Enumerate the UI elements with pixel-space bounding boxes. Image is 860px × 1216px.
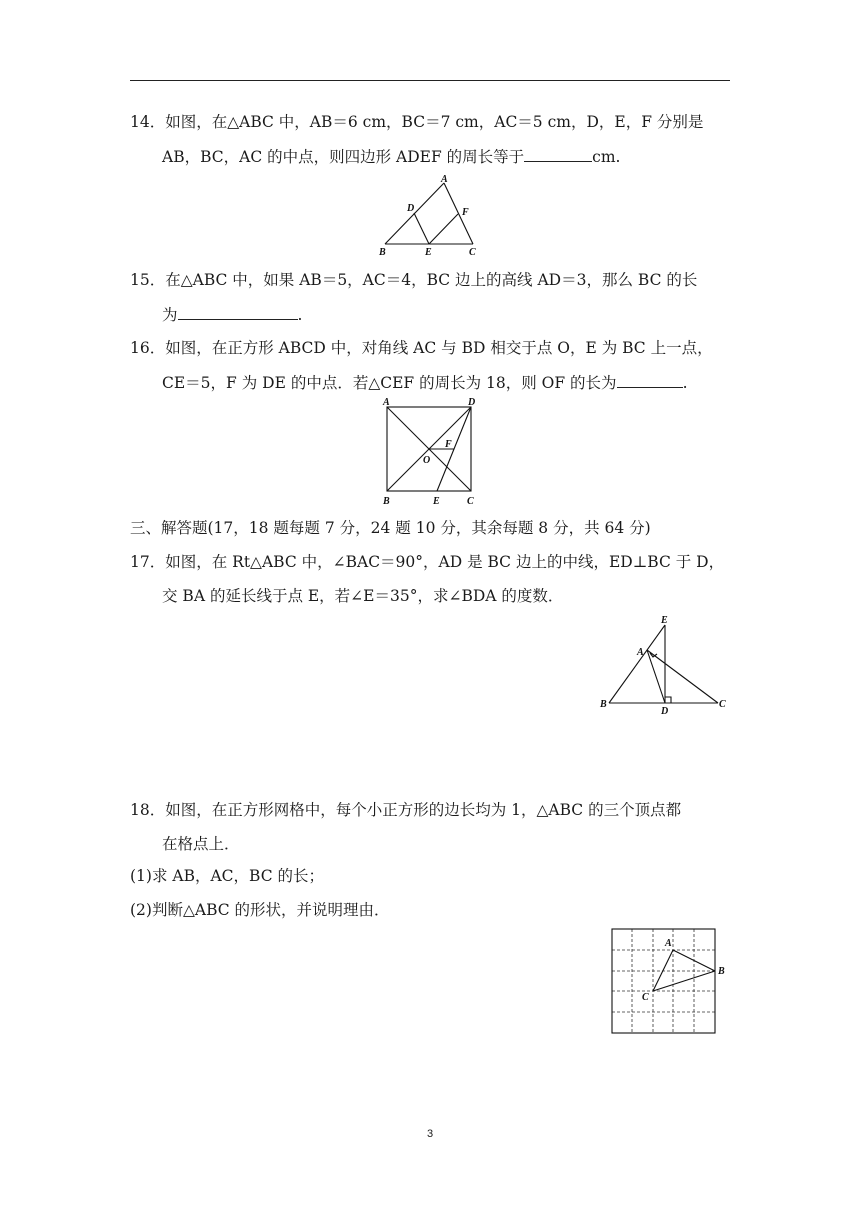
q17-segment-ad	[647, 650, 665, 703]
q14-line2	[162, 146, 620, 167]
section-3-heading: 三、解答题(17，18 题每题 7 分，24 题 10 分，其余每题 8 分，共 64 分)	[130, 519, 651, 537]
q18-line2: 在格点上．	[162, 835, 240, 853]
q18-part2: (2)判断△ABC 的形状，并说明理由．	[130, 901, 390, 919]
header-rule	[130, 80, 730, 81]
q16-label-o: O	[423, 455, 431, 466]
q17-label-e: E	[661, 615, 668, 626]
q16-figure	[378, 396, 483, 511]
q14-label-b: B	[379, 247, 386, 258]
q18-label-a: A	[665, 938, 672, 949]
q14-label-d: D	[407, 203, 415, 214]
q16-label-a: A	[383, 397, 390, 408]
q14-answer-blank	[524, 146, 592, 162]
q16-line2	[162, 372, 688, 393]
q17-edge-ac	[647, 650, 718, 703]
q16-answer-blank	[617, 372, 683, 388]
q15-line2-text: 为	[162, 306, 178, 324]
q14-label-c: C	[469, 247, 476, 258]
q14-label-e: E	[425, 247, 432, 258]
q14-label-f: F	[462, 207, 469, 218]
q18-edge-ac	[653, 950, 673, 991]
q15-period: .	[297, 306, 303, 324]
q14-line1: 14．如图，在△ABC 中，AB＝6 cm，BC＝7 cm，AC＝5 cm，D，E，F 分别是	[130, 113, 704, 131]
q14-edge-de	[414, 213, 429, 244]
q17-line2: 交 BA 的延长线于点 E，若∠E＝35°，求∠BDA 的度数．	[162, 587, 564, 605]
q14-edge-ef	[429, 214, 458, 244]
q14-line2-text: AB，BC，AC 的中点，则四边形 ADEF 的周长等于	[162, 148, 525, 166]
q18-grid-lines	[612, 929, 715, 1033]
q16-label-f: F	[445, 439, 452, 450]
q14-label-a: A	[441, 174, 448, 185]
q16-label-b: B	[383, 496, 390, 507]
q18-edge-ab	[673, 950, 715, 971]
q17-figure	[595, 612, 735, 722]
q18-line1: 18．如图，在正方形网格中，每个小正方形的边长均为 1，△ABC 的三个顶点都	[130, 801, 682, 819]
q17-label-d: D	[661, 706, 669, 717]
q16-line2-text: CE＝5，F 为 DE 的中点．若△CEF 的周长为 18，则 OF 的长为	[162, 374, 617, 392]
q18-part1: (1)求 AB，AC，BC 的长；	[130, 867, 324, 885]
page-number: 3	[426, 1128, 434, 1140]
q16-line1: 16．如图，在正方形 ABCD 中，对角线 AC 与 BD 相交于点 O，E 为 BC 上一点，	[130, 339, 713, 357]
q18-label-b: B	[718, 966, 725, 977]
q17-label-c: C	[719, 699, 726, 710]
q18-figure	[605, 924, 735, 1039]
q18-edge-bc	[653, 971, 715, 991]
q16-period: .	[682, 374, 688, 392]
q17-right-angle-d	[665, 697, 671, 703]
q16-label-e: E	[433, 496, 440, 507]
q17-label-b: B	[600, 699, 607, 710]
q15-line2	[162, 304, 302, 325]
q17-edge-be	[609, 625, 665, 703]
q14-unit: cm.	[592, 148, 621, 166]
q16-label-d: D	[468, 397, 476, 408]
q18-label-c: C	[642, 992, 649, 1003]
q16-label-c: C	[467, 496, 474, 507]
q18-grid-border	[612, 929, 715, 1033]
q17-line1: 17．如图，在 Rt△ABC 中，∠BAC＝90°，AD 是 BC 边上的中线，ED⊥BC 于 D，	[130, 553, 725, 571]
q14-figure	[376, 172, 486, 262]
q15-line1: 15．在△ABC 中，如果 AB＝5，AC＝4，BC 边上的高线 AD＝3，那么 BC 的长	[130, 271, 698, 289]
q15-answer-blank	[178, 304, 298, 320]
q17-label-a: A	[637, 647, 644, 658]
